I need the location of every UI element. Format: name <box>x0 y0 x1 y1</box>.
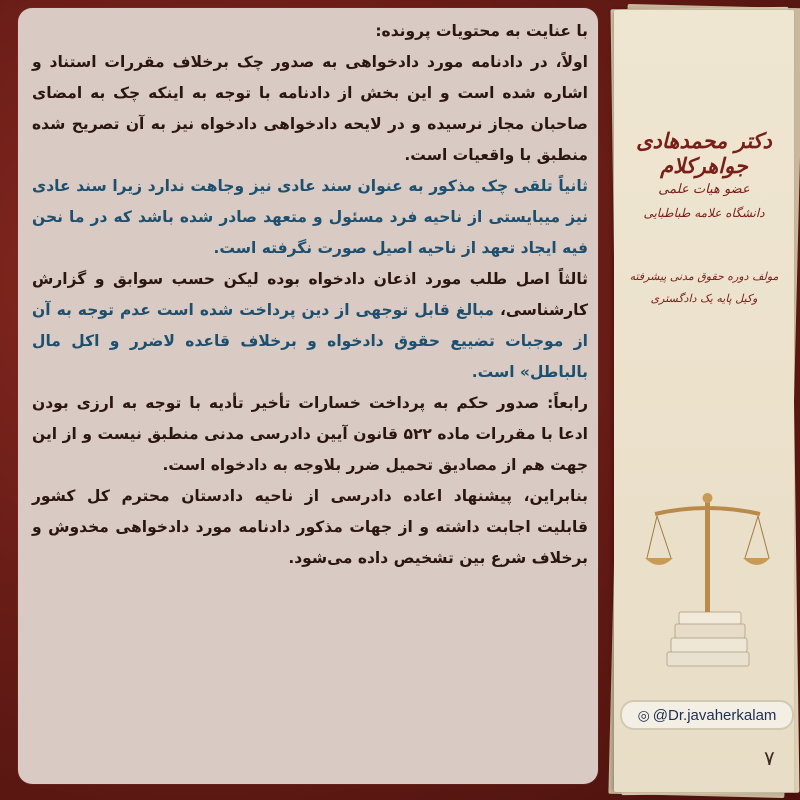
scales-of-justice-icon <box>645 480 770 685</box>
paragraph-third-dark: ثالثاً اصل طلب مورد اذعان دادخواه بوده لیکن حسب سوابق و گزارش کارشناسی، <box>32 270 588 319</box>
page-number: ۷ <box>764 746 775 770</box>
paragraph-third-blue: مبالغ قابل توجهی از دین پرداخت شده است عدم توجه به آن از موجبات تضییع حقوق دادخواه و برخلاف قاعده لاضرر و اکل مال بالباطل» است. <box>32 301 588 381</box>
paragraph-third <box>32 264 588 388</box>
instagram-handle-badge[interactable] <box>620 700 794 730</box>
author-desc-line1: مولف دوره حقوق مدنی پیشرفته <box>629 270 779 283</box>
paragraph-conclusion: بنابراین، پیشنهاد اعاده دادرسی از ناحیه دادستان محترم کل کشور قابلیت اجابت داشته و از جهات مذکور دادنامه مورد دادخواهی مخدوش و برخلاف شرع بین تشخیص داده می‌شود. <box>32 487 588 567</box>
instagram-icon: ◎ <box>637 706 650 723</box>
instagram-handle: @Dr.javaherkalam <box>652 706 777 724</box>
document-body <box>32 16 588 574</box>
paragraph-second: ثانیاً تلقی چک مذکور به عنوان سند عادی نیز وجاهت ندارد زیرا سند عادی نیز میبایستی از ناحیه فرد مسئول و متعهد صادر شده باشد که در ما نحن فیه ایجاد تعهد از ناحیه اصیل صورت نگرفته است. <box>32 177 588 257</box>
paragraph-intro: با عنایت به محتویات پرونده: <box>375 22 588 40</box>
paragraph-first: اولاً، در دادنامه مورد دادخواهی به صدور چک برخلاف مقررات استناد و اشاره شده است و این بخش از دادنامه با توجه به اینکه چک به امضای صاحبان مجاز نرسیده و در لایحه دادخواهی دادخواه نیز به آن تصریح شده منطبق با واقعیات است. <box>32 53 588 164</box>
author-desc-line2: وکیل پایه یک دادگستری <box>650 292 758 305</box>
author-name: دکتر محمدهادی جواهرکلام <box>636 128 772 178</box>
paragraph-fourth: رابعاً: صدور حکم به پرداخت خسارات تأخیر تأدیه با توجه به ارزی بودن ادعا با مقررات ماده ۵۲۲ قانون آیین دادرسی مدنی منطبق نیست و از این جهت هم از مصادیق تحمیل ضرر بلاوجه به دادخواه است. <box>32 394 588 474</box>
author-title-line2: دانشگاه علامه طباطبایی <box>643 206 765 220</box>
author-title-line1: عضو هیات علمی <box>658 182 750 197</box>
